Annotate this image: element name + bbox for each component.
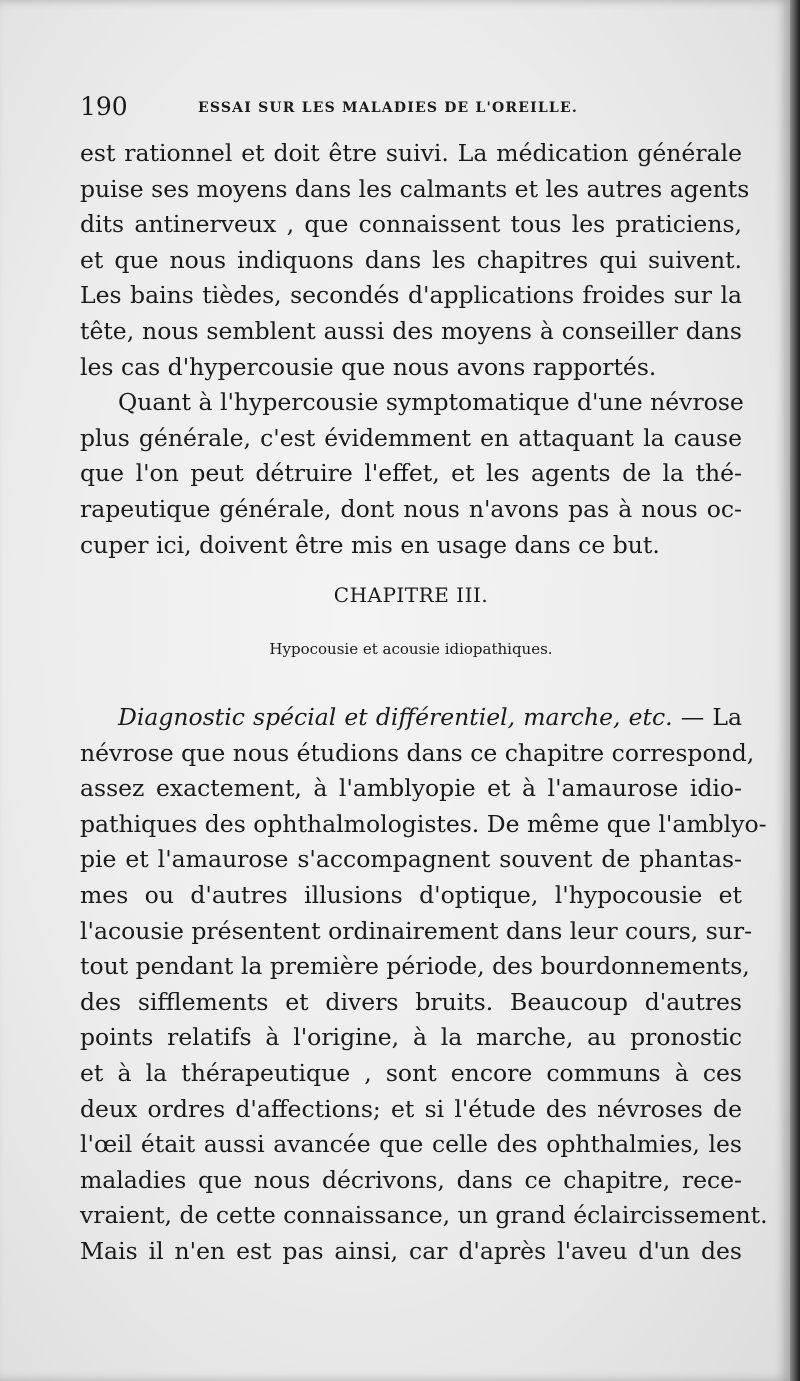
page-number: 190 — [80, 92, 128, 121]
text-line: pie et l'amaurose s'accompagnent souvent de phantas- — [80, 845, 742, 874]
chapter-subtitle: Hypocousie et acousie idiopathiques. — [269, 640, 553, 658]
page-edge-shadow — [790, 0, 800, 1381]
text-line: plus générale, c'est évidemment en attaquant la cause — [80, 423, 742, 452]
text-line: névrose que nous étudions dans ce chapitre correspond, — [80, 738, 755, 767]
text-line: l'acousie présentent ordinairement dans leur cours, sur- — [80, 916, 753, 945]
bottom-text-block — [80, 700, 768, 1270]
text-line: points relatifs à l'origine, à la marche, au pronostic — [80, 1023, 742, 1052]
text-line: des sifflements et divers bruits. Beaucoup d'autres — [80, 987, 742, 1016]
text-line: tout pendant la première période, des bourdonnements, — [80, 952, 750, 981]
text-line: assez exactement, à l'amblyopie et à l'amaurose idio- — [80, 774, 742, 803]
text-line: deux ordres d'affections; et si l'étude des névroses de — [80, 1094, 742, 1123]
text-line: que l'on peut détruire l'effet, et les agents de la thé- — [80, 459, 742, 488]
text-line: tête, nous semblent aussi des moyens à conseiller dans — [80, 316, 742, 345]
text-line: vraient, de cette connaissance, un grand éclaircissement. — [80, 1201, 768, 1230]
text-line: mes ou d'autres illusions d'optique, l'hypocousie et — [80, 880, 742, 909]
text-line: les cas d'hypercousie que nous avons rapportés. — [80, 352, 657, 381]
text-line: l'œil était aussi avancée que celle des ophthalmies, les — [80, 1130, 742, 1159]
text-line: maladies que nous décrivons, dans ce chapitre, rece- — [80, 1165, 742, 1194]
text-line: Les bains tièdes, secondés d'applications froides sur la — [80, 281, 742, 310]
text-line: Quant à l'hypercousie symptomatique d'une névrose — [118, 388, 744, 417]
running-title: ESSAI SUR LES MALADIES DE L'OREILLE. — [198, 100, 578, 116]
section-title-rest: — La — [672, 703, 742, 731]
text-line: pathiques des ophthalmologistes. De même que l'amblyo- — [80, 809, 767, 838]
chapter-heading: CHAPITRE III. — [333, 583, 489, 607]
text-line: dits antinerveux , que connaissent tous les praticiens, — [80, 210, 742, 239]
top-text-block — [80, 136, 750, 563]
text-line-first — [80, 700, 742, 736]
text-line: Mais il n'en est pas ainsi, car d'après l'aveu d'un des — [80, 1236, 742, 1265]
text-line: rapeutique générale, dont nous n'avons pas à nous oc- — [80, 494, 742, 523]
text-line: est rationnel et doit être suivi. La médication générale — [80, 139, 742, 167]
running-head — [80, 92, 742, 122]
text-line: et que nous indiquons dans les chapitres qui suivent. — [80, 245, 742, 274]
text-line: et à la thérapeutique , sont encore communs à ces — [80, 1058, 742, 1087]
text-line: cuper ici, doivent être mis en usage dans ce but. — [80, 530, 660, 559]
section-title-italic: Diagnostic spécial et différentiel, marche, etc. — [118, 703, 673, 731]
text-line: puise ses moyens dans les calmants et les autres agents — [80, 174, 750, 203]
